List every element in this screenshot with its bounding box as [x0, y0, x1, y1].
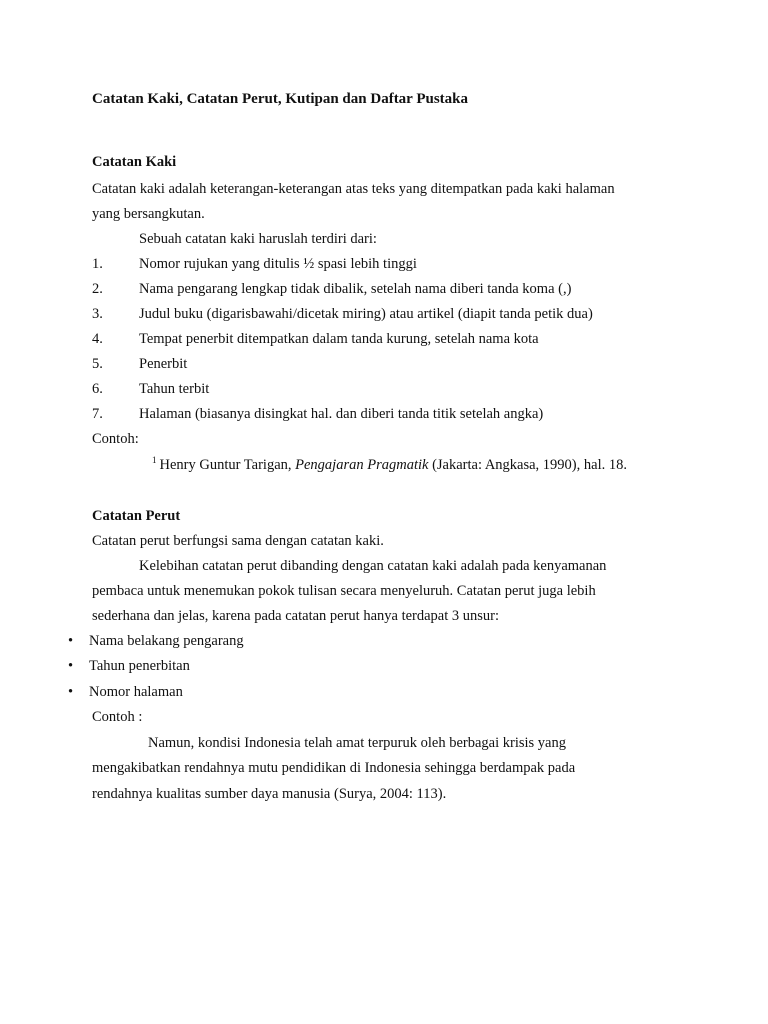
example-paragraph-line: Namun, kondisi Indonesia telah amat terpuruk oleh berbagai krisis yang: [148, 735, 566, 751]
catatan-perut-paragraph-line: Kelebihan catatan perut dibanding dengan catatan kaki adalah pada kenyamanan: [139, 558, 607, 574]
list-item-number: 7.: [92, 406, 103, 422]
list-item-number: 1.: [92, 256, 103, 272]
list-item-text: Halaman (biasanya disingkat hal. dan diberi tanda titik setelah angka): [139, 406, 544, 422]
footnote-book-title: Pengajaran Pragmatik: [295, 457, 429, 473]
bullet-item: Tahun penerbitan: [89, 658, 190, 674]
list-item-text: Judul buku (digarisbawahi/dicetak miring) atau artikel (diapit tanda petik dua): [139, 306, 593, 322]
example-paragraph-line: mengakibatkan rendahnya mutu pendidikan di Indonesia sehingga berdampak pada: [92, 760, 576, 776]
bullet-icon: •: [68, 684, 74, 700]
catatan-kaki-intro: Sebuah catatan kaki haruslah terdiri dari:: [139, 231, 377, 247]
list-item-number: 4.: [92, 331, 103, 347]
document-title: Catatan Kaki, Catatan Perut, Kutipan dan Daftar Pustaka: [92, 91, 469, 107]
catatan-perut-paragraph-line: sederhana dan jelas, karena pada catatan perut hanya terdapat 3 unsur:: [92, 608, 500, 624]
list-item-number: 6.: [92, 381, 103, 397]
list-item-number: 5.: [92, 356, 103, 372]
catatan-kaki-definition-line: Catatan kaki adalah keterangan-keterangan atas teks yang ditempatkan pada kaki halaman: [92, 181, 615, 197]
footnote-example: [152, 455, 627, 473]
list-item-number: 3.: [92, 306, 103, 322]
list-item-text: Tempat penerbit ditempatkan dalam tanda kurung, setelah nama kota: [139, 331, 539, 347]
list-item-text: Nomor rujukan yang ditulis ½ spasi lebih tinggi: [139, 256, 417, 272]
bullet-icon: •: [68, 658, 74, 674]
contoh-label: Contoh :: [92, 709, 143, 725]
bullet-item: Nomor halaman: [89, 684, 183, 700]
catatan-kaki-definition-line: yang bersangkutan.: [92, 206, 205, 222]
example-paragraph-line: rendahnya kualitas sumber daya manusia (Surya, 2004: 113).: [92, 786, 447, 802]
footnote-marker: 1: [152, 455, 157, 465]
list-item-number: 2.: [92, 281, 103, 297]
footnote-publication: (Jakarta: Angkasa, 1990), hal. 18.: [432, 457, 627, 473]
footnote-author: Henry Guntur Tarigan,: [159, 457, 292, 473]
bullet-icon: •: [68, 633, 74, 649]
list-item-text: Tahun terbit: [139, 381, 210, 397]
list-item-text: Penerbit: [139, 356, 188, 372]
catatan-perut-heading: Catatan Perut: [92, 508, 181, 524]
bullet-item: Nama belakang pengarang: [89, 633, 244, 649]
contoh-label: Contoh:: [92, 431, 139, 447]
catatan-perut-line: Catatan perut berfungsi sama dengan catatan kaki.: [92, 533, 384, 549]
catatan-perut-paragraph-line: pembaca untuk menemukan pokok tulisan secara menyeluruh. Catatan perut juga lebih: [92, 583, 596, 599]
list-item-text: Nama pengarang lengkap tidak dibalik, setelah nama diberi tanda koma (,): [139, 281, 572, 297]
catatan-kaki-heading: Catatan Kaki: [92, 154, 177, 170]
